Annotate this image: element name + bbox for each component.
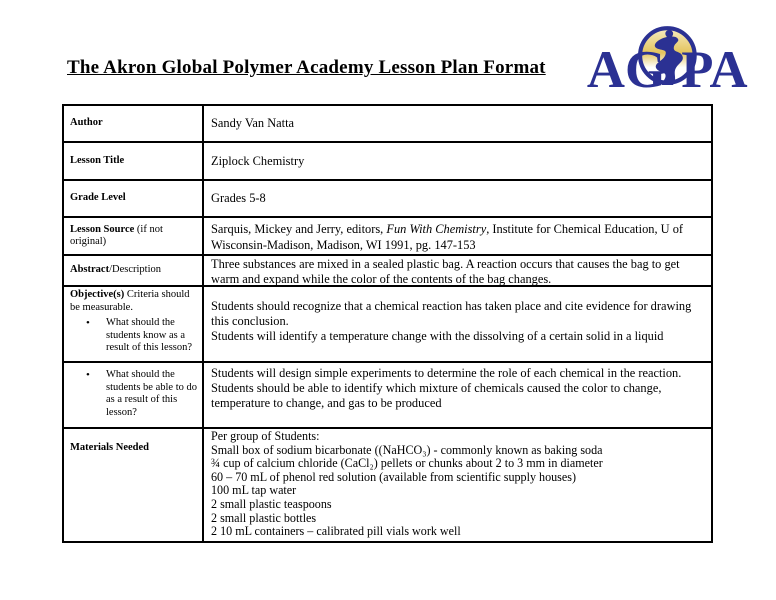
row-label xyxy=(64,363,204,427)
row-value xyxy=(204,106,711,141)
materials-line: Per group of Students: xyxy=(211,429,320,443)
bullet-item xyxy=(70,317,198,355)
table-row-lesson-title xyxy=(64,141,711,179)
materials-line: Small box of sodium bicarbonate ((NaHCO₃) - commonly known as baking soda xyxy=(211,442,603,457)
materials-line: 60 – 70 mL of phenol red solution (available from scientific supply houses) xyxy=(211,469,576,484)
materials-line: 2 small plastic teaspoons xyxy=(211,496,332,511)
logo-text-right: PA xyxy=(681,40,748,98)
row-label xyxy=(64,287,204,361)
row-value-line: Students should recognize that a chemical reaction has taken place and cite evidence for drawing this conclusion. xyxy=(211,299,692,328)
table-row-abstract xyxy=(64,254,711,285)
table-row-author xyxy=(64,106,711,141)
row-value-text: Sarquis, Mickey and Jerry, editors, Fun With Chemistry, Institute for Chemical Education, U of Wisconsin-Madison, Madison, WI 1991, pg. 147-153 xyxy=(211,222,684,252)
citation-title: Fun With Chemistry xyxy=(386,222,487,236)
row-label-text: Objective(s) Criteria should be measurable. xyxy=(70,289,190,313)
row-value xyxy=(204,287,711,361)
row-label xyxy=(64,181,204,216)
row-value xyxy=(204,181,711,216)
row-value-text: Ziplock Chemistry xyxy=(211,153,305,168)
row-label-text: Author xyxy=(70,117,103,129)
materials-line: 2 small plastic bottles xyxy=(211,510,317,525)
row-label xyxy=(64,429,204,541)
bullet-icon xyxy=(86,369,106,419)
row-value xyxy=(204,256,711,285)
row-value-text: Three substances are mixed in a sealed plastic bag. A reaction occurs that causes the bag to get warm and expand while the color of the contents of the bag changes. xyxy=(211,257,680,286)
row-value-line: Students will identify a temperature change with the dissolving of a certain solid in a liquid xyxy=(211,329,664,343)
row-label-text: Materials Needed xyxy=(70,442,150,453)
row-label-text: Lesson Source (if not original) xyxy=(70,223,163,247)
row-label-text: Grade Level xyxy=(70,192,126,204)
row-value-line: Students should be able to identify which mixture of chemicals caused the color to change, temperature to change, and gas to be produced xyxy=(211,381,662,410)
table-row-grade-level xyxy=(64,179,711,216)
logo-text-left: AG xyxy=(586,40,666,98)
bullet-icon xyxy=(86,317,106,355)
row-label-text: Lesson Title xyxy=(70,154,125,166)
table-row-materials xyxy=(64,427,711,541)
materials-line: 100 mL tap water xyxy=(211,483,297,498)
row-label xyxy=(64,143,204,179)
materials-line: 2 10 mL containers – calibrated pill vials work well xyxy=(211,524,461,539)
bullet-text: What should the students know as a result of this lesson? xyxy=(106,317,193,353)
row-value xyxy=(204,143,711,179)
bullet-item xyxy=(70,369,198,419)
table-row-objectives-do xyxy=(64,361,711,427)
agpa-logo xyxy=(586,24,758,98)
row-value xyxy=(204,429,711,541)
bullet-text: What should the students be able to do as a result of this lesson? xyxy=(106,369,197,418)
row-label xyxy=(64,256,204,285)
table-row-lesson-source xyxy=(64,216,711,254)
row-value-text: Grades 5-8 xyxy=(211,191,266,205)
page-title: The Akron Global Polymer Academy Lesson Plan Format xyxy=(67,57,546,78)
lesson-plan-table xyxy=(62,104,713,543)
agpa-logo-graphic xyxy=(586,24,758,98)
row-label xyxy=(64,218,204,254)
row-label xyxy=(64,106,204,141)
row-value-line: Students will design simple experiments to determine the role of each chemical in the reaction. xyxy=(211,366,682,380)
row-value xyxy=(204,218,711,254)
materials-line: ¾ cup of calcium chloride (CaCl₂) pellets or chunks about 2 to 3 mm in diameter xyxy=(211,456,603,471)
row-value xyxy=(204,363,711,427)
row-value-text: Sandy Van Natta xyxy=(211,116,295,130)
table-row-objectives-know xyxy=(64,285,711,361)
row-label-text: Abstract/Description xyxy=(70,264,161,276)
